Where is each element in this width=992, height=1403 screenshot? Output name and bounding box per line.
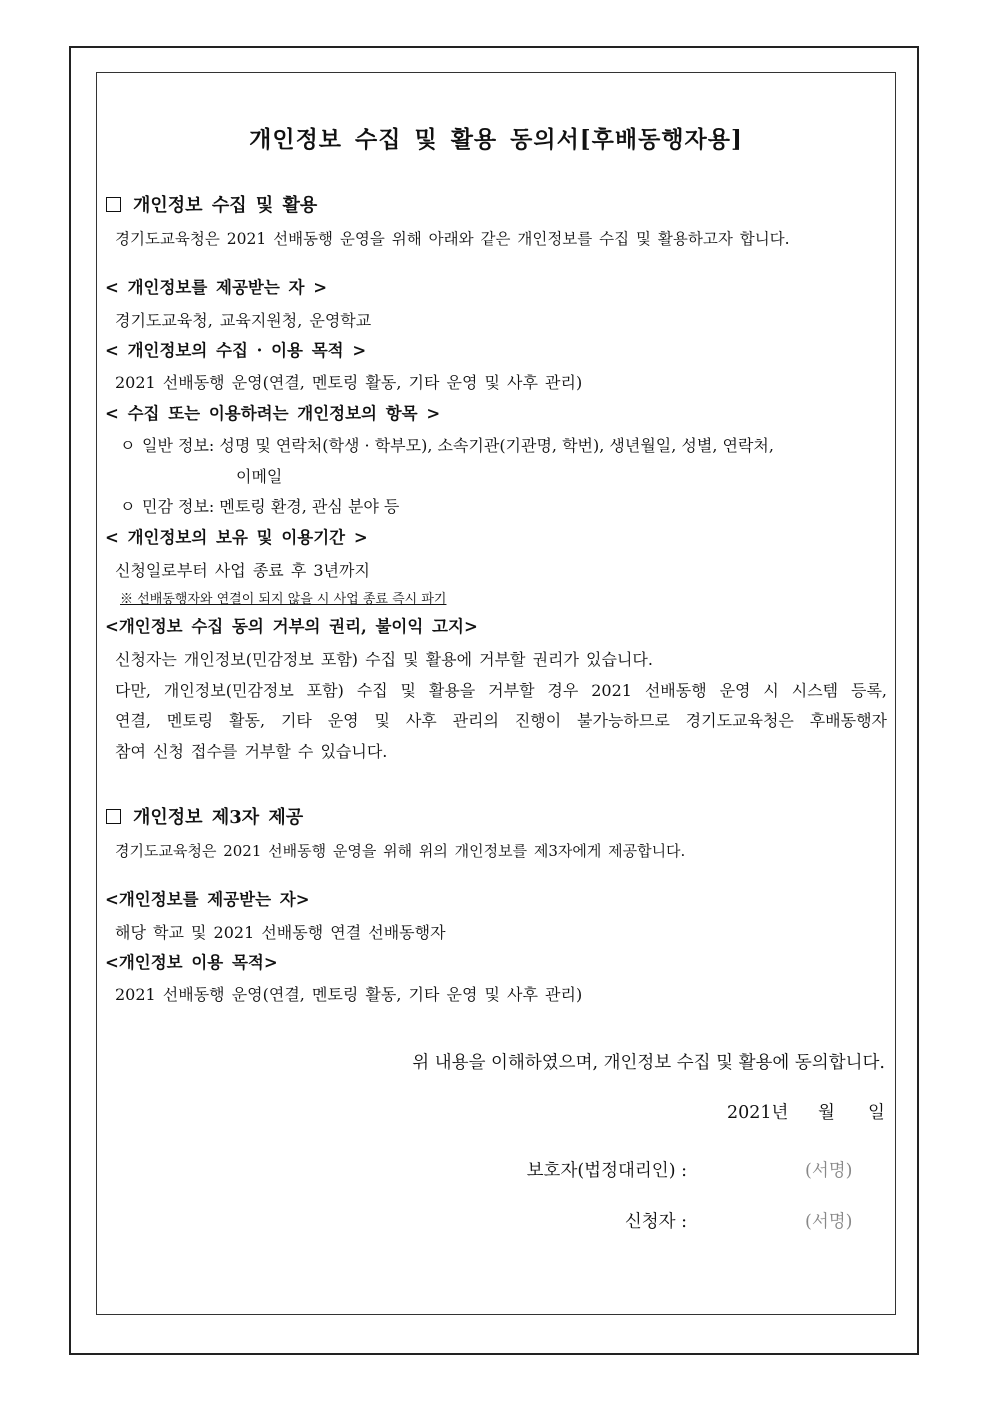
date-month: 월 [818,1103,835,1123]
retention-heading: < 개인정보의 보유 및 이용기간 > [105,528,368,547]
section2-purpose-heading: <개인정보 이용 목적> [105,953,278,972]
items-general: ㅇ 일반 정보: 성명 및 연락처(학생 · 학부모), 소속기관(기관명, 학번), 생년월일, 성별, 연락처, [120,436,774,455]
document-title: 개인정보 수집 및 활용 동의서[후배동행자용] [249,126,743,153]
refusal-line-1: 신청자는 개인정보(민감정보 포함) 수집 및 활용에 거부할 권리가 있습니다. [115,650,653,669]
refusal-line-2: 다만, 개인정보(민감정보 포함) 수집 및 활용을 거부할 경우 2021 선배동행 운영 시 시스템 등록, [115,681,887,700]
guardian-signature[interactable]: (서명) [805,1161,853,1181]
section1-intro: 경기도교육청은 2021 선배동행 운영을 위해 아래와 같은 개인정보를 수집 및 활용하고자 합니다. [115,230,790,248]
refusal-line-3: 연결, 멘토링 활동, 기타 운영 및 사후 관리의 진행이 불가능하므로 경기도교육청은 후배동행자 [115,711,887,730]
section2-intro: 경기도교육청은 2021 선배동행 운영을 위해 위의 개인정보를 제3자에게 제공합니다. [115,842,686,860]
section1-heading: 개인정보 수집 및 활용 [106,197,317,215]
refusal-heading: <개인정보 수집 동의 거부의 권리, 불이익 고지> [105,617,478,636]
applicant-label: 신청자 : [624,1212,687,1232]
applicant-signature[interactable]: (서명) [805,1212,853,1232]
recipients-text: 경기도교육청, 교육지원청, 운영학교 [115,311,372,330]
section2-purpose-text: 2021 선배동행 운영(연결, 멘토링 활동, 기타 운영 및 사후 관리) [115,985,583,1004]
guardian-label: 보호자(법정대리인) : [526,1161,687,1181]
items-general-cont: 이메일 [236,467,283,486]
retention-text: 신청일로부터 사업 종료 후 3년까지 [115,561,370,580]
section2-recipients-text: 해당 학교 및 2021 선배동행 연결 선배동행자 [115,923,446,942]
date-day: 일 [868,1103,885,1123]
recipients-heading: < 개인정보를 제공받는 자 > [105,278,328,297]
retention-note: ※ 선배동행자와 연결이 되지 않을 시 사업 종료 즉시 파기 [120,592,447,607]
items-sensitive: ㅇ 민감 정보: 멘토링 환경, 관심 분야 등 [120,497,400,516]
purpose-heading: < 개인정보의 수집 · 이용 목적 > [105,341,367,360]
date-year: 2021년 [727,1103,789,1123]
section2-recipients-heading: <개인정보를 제공받는 자> [105,890,310,909]
checkbox-icon [106,809,121,824]
purpose-text: 2021 선배동행 운영(연결, 멘토링 활동, 기타 운영 및 사후 관리) [115,373,583,392]
checkbox-icon [106,197,121,212]
refusal-line-4: 참여 신청 접수를 거부할 수 있습니다. [115,742,388,761]
items-heading: < 수집 또는 이용하려는 개인정보의 항목 > [105,404,441,423]
consent-statement: 위 내용을 이해하였으며, 개인정보 수집 및 활용에 동의합니다. [412,1053,885,1073]
section2-heading: 개인정보 제3자 제공 [106,809,303,827]
